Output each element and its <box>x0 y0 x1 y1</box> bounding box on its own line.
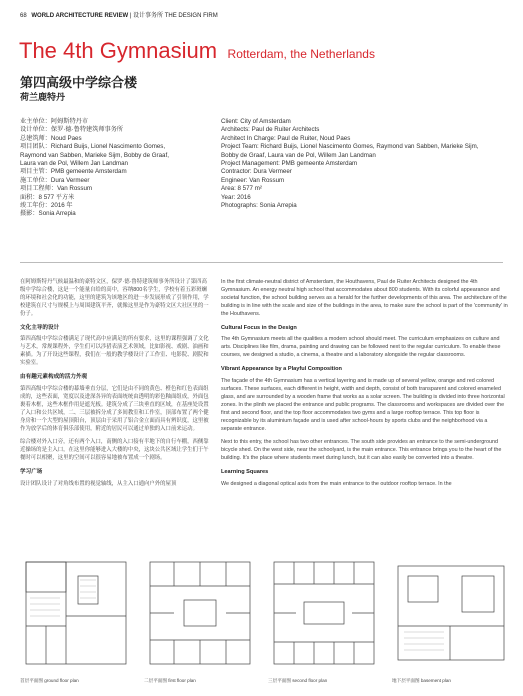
credit-line: Area: 8 577 m² <box>221 185 262 193</box>
plan-caption: 首层平面图 ground floor plan <box>20 678 79 683</box>
body-paragraph: In the first climate-neutral district of Amsterdam, the Houthavens, Paul de Ruiter Architects designed the 4th Gymnasium. An energy neutral high school that accommodates about 800 students. With its colorful appearance and societal function, the school building serves as a herald for the further developments of this area. The architecture of the building is in line with the scale and size of the buildings in the area, to make sure the school is part of the 'community' in the Houthavens. <box>221 279 508 317</box>
credit-line: 摄影：Sonia Arrepia <box>20 210 76 218</box>
credit-line: Photographs: Sonia Arrepia <box>221 202 297 210</box>
credit-line: Architect In Charge: Paul de Ruiter, Noud Paes <box>221 134 351 142</box>
title-main: The 4th Gymnasium <box>19 38 218 63</box>
credit-line: Architects: Paul de Ruiter Architects <box>221 126 320 134</box>
section-divider <box>20 262 503 263</box>
credit-line: Project Team: Richard Buijs, Lionel Nascimento Gomes, Raymond van Sabben, Marieke Sijm, <box>221 143 479 151</box>
credit-line: Project Management: PMB gemeente Amsterdam <box>221 160 358 168</box>
credit-line: Contractor: Dura Vermeer <box>221 168 292 176</box>
body-paragraph: 综合楼对外入口旁，还有两个入口，南侧的入口接有半地下的自行车棚，西侧靠近操场的是主入口，在这里你能够进入大楼的中央，这块公共区域让学生们于午餐时可以相聚，这里的空间可以很容易地被布置成一个剧场。 <box>20 439 209 462</box>
floor-plan-first <box>144 556 256 683</box>
credit-line: Laura van de Pol, Willem Jan Landman <box>20 160 128 168</box>
credit-line: 施工单位：Dura Vermeer <box>20 176 90 184</box>
credits-en <box>221 118 511 210</box>
second-floor-plan-drawing <box>268 556 380 670</box>
section-heading: Vibrant Appearance by a Playful Composition <box>221 366 342 373</box>
body-paragraph: We designed a diagonal optical axis from the main entrance to the outdoor rooftop terrace. In the <box>221 481 452 488</box>
body-text-zh <box>20 279 212 495</box>
section-heading: 学习广场 <box>20 469 43 476</box>
body-paragraph: 设计团队设计了对角线布置的视觉轴线，从主入口通向户外的屋顶 <box>20 481 177 488</box>
title-zh: 第四高级中学综合楼 <box>20 75 138 90</box>
credit-line: 项目工程师：Van Rossum <box>20 185 93 193</box>
body-paragraph: 第四高级中学综合楼的幕墙垂直分层，它们是由不同的黄色、橙色和红色表面组成的，这些表面，宽度以及进深各异的表面统统由透明的彩色釉面组成，外面包裹着木框，这些木框作用是遮光板。建筑分成了三块垂直的区域，在基座处设置了入口和公共区域，二、三层被拆分成了多间教室和工作室，顶部布置了两个健身房和一个大型的屋顶阳台，顶层由于采用了铝合金立面而具有辨识度，这里被作为放学后的体育俱乐部使用，附近的居民可以通过单独的入口前来运动。 <box>20 385 209 432</box>
section-en: THE DESIGN FIRM <box>164 13 218 19</box>
credit-line: Bobby de Graaf, Laura van de Pol, Willem Jan Landman <box>221 151 376 159</box>
ground-floor-plan-drawing <box>20 556 132 670</box>
floor-plan-ground <box>20 556 132 683</box>
subtitle-zh: 荷兰鹿特丹 <box>20 92 66 102</box>
credit-line: 面积：8 577 平方米 <box>20 193 75 201</box>
credit-line: 业主单位：阿姆斯特丹市 <box>20 118 89 125</box>
credit-line: 项目团队：Richard Buijs, Lionel Nascimento Gomes, <box>20 143 166 151</box>
first-floor-plan-drawing <box>144 556 256 670</box>
floor-plans <box>20 556 510 686</box>
body-paragraph: The 4th Gymnasium meets all the qualities a modern school should meet. The curriculum emphasizes on culture and arts. Disciplines like film, drama, painting and drawing can be followed next to the regular curriculum. To enable these courses, we designed a studio, a cinema, a theatre and a laboratory alongside the regular classrooms. <box>221 336 501 359</box>
section-heading: Learning Squares <box>221 469 269 476</box>
credit-line: Year: 2016 <box>221 193 251 201</box>
page-number: 68 <box>20 13 27 19</box>
body-paragraph: Next to this entry, the school has two other entrances. The south side provides an entrance to the semi-underground bicycle shed. On the west side, near the schoolyard, is the main entrance. This entrance brings you to the heart of the building. It's the place where students meet during lunch, but it can also easily be converted into a theatre. <box>221 439 502 462</box>
title-location: Rotterdam, the Netherlands <box>227 47 375 61</box>
plan-caption: 三层平面图 second floor plan <box>268 678 328 683</box>
page-header: 68 WORLD ARCHITECTURE REVIEW | 设计事务所 THE DESIGN FIRM <box>20 13 218 19</box>
section-heading: Cultural Focus in the Design <box>221 324 297 331</box>
body-text-en <box>221 279 509 495</box>
section-heading: 由有趣元素构成的活力外观 <box>20 374 88 381</box>
section-heading: 文化主导的设计 <box>20 324 60 331</box>
credit-line: 设计单位：保罗·德·鲁特建筑师事务所 <box>20 126 124 134</box>
floor-plan-basement <box>392 556 510 683</box>
section-zh: 设计事务所 <box>133 13 164 19</box>
credit-line: 项目主管：PMB gemeente Amsterdam <box>20 168 127 176</box>
credit-line: 总建筑师：Noud Paes <box>20 134 82 142</box>
credits-zh <box>20 118 210 219</box>
credit-line: 竣工年份：2016 年 <box>20 202 73 210</box>
floor-plan-second <box>268 556 380 683</box>
credit-line: Raymond van Sabben, Marieke Sijm, Bobby de Graaf, <box>20 151 169 159</box>
body-paragraph: 第四高级中学综合楼满足了现代高中应满足的所有要求，这里的课程强调了文化与艺术，常规课程外，学生们可以涉猎表演艺术领域，比如影视、戏剧、油画和素描。为了开设这些课程，我们在一般的教学楼设计了工作室、电影院、剧院和实验室。 <box>20 336 209 367</box>
credit-line: Engineer: Van Rossum <box>221 176 285 184</box>
body-paragraph: The façade of the 4th Gymnasium has a vertical layering and is made up of several yellow, orange and red colored surfaces. These surfaces, each different in height, width and depth, consist of both transparent and colored enameled glass, and are surrounded by a wooden frame that works as a solar screen. The building is divided into three horizontal zones. In the plinth we placed the entrance and public programs. The classrooms and workspaces are divided over the first and second floor, and the top floor accommodates two gyms and a large rooftop terrace. This top floor is recognizable by its aluminium façade and is used after school-hours by sports clubs and the neighborhood via a separate entrance. <box>221 378 505 432</box>
credit-line: Client: City of Amsterdam <box>221 118 291 125</box>
project-title <box>19 38 375 64</box>
magazine-name: WORLD ARCHITECTURE REVIEW <box>31 13 129 19</box>
plan-caption: 地下层平面图 basement plan <box>392 678 451 683</box>
body-paragraph: 在阿姆斯特丹气候最温和的豪特文区，保罗·德·鲁特建筑师事务所设计了第四高级中学综合楼，这是一个能量自给的高中，容纳800名学生，学校有着五彩斑斓的环境和社会化的功能，这里的建筑为该地区的进一步发展形成了引领作用，学校建筑在尺寸与规模上与周围建筑平齐，就像这里是作为豪特文区大社区里的一份子。 <box>20 279 209 317</box>
plan-caption: 二层平面图 first floor plan <box>144 678 196 683</box>
basement-plan-drawing <box>392 556 510 670</box>
